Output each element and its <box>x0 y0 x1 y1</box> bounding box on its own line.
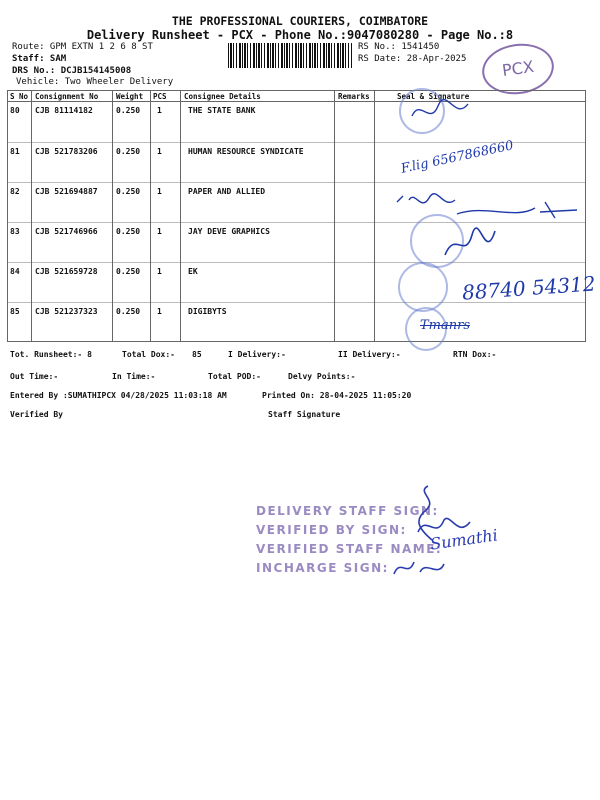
signature-row-83 <box>440 225 500 269</box>
row-consignment: CJB 521783206 <box>35 147 98 156</box>
row-consignee: JAY DEVE GRAPHICS <box>188 227 270 236</box>
staff-signature: Staff Signature <box>268 410 341 419</box>
company-title: THE PROFESSIONAL COURIERS, COIMBATORE <box>171 14 429 28</box>
signature-row-80 <box>410 96 470 130</box>
row-consignee: HUMAN RESOURCE SYNDICATE <box>188 147 304 156</box>
row-pcs: 1 <box>157 267 162 276</box>
out-time: Out Time:- <box>10 372 59 381</box>
row-weight: 0.250 <box>116 147 141 156</box>
row-consignee: PAPER AND ALLIED <box>188 187 266 196</box>
route-label: Route: GPM EXTN 1 2 6 8 ST <box>12 42 153 52</box>
rs-date: RS Date: 28-Apr-2025 <box>358 54 467 64</box>
rs-number: RS No.: 1541450 <box>358 42 440 52</box>
row-weight: 0.250 <box>116 227 141 236</box>
row-consignment: CJB 521694887 <box>35 187 98 196</box>
row-weight: 0.250 <box>116 106 141 115</box>
in-time: In Time:- <box>112 372 156 381</box>
row-weight: 0.250 <box>116 267 141 276</box>
seal-stamp <box>398 262 448 312</box>
handwritten-staff-name: Sumathi <box>429 525 499 554</box>
staff-label: Staff: SAM <box>12 54 67 64</box>
row-pcs: 1 <box>157 106 162 115</box>
row-consignment: CJB 81114182 <box>35 106 93 115</box>
total-dox-value: 85 <box>192 350 202 359</box>
incharge-signature-mark <box>390 552 450 586</box>
printed-on: Printed On: 28-04-2025 11:05:20 <box>262 391 412 400</box>
col-seal-signature: Seal & Signature <box>397 92 470 101</box>
row-sno: 80 <box>10 106 20 115</box>
handwritten-signature-row-85: Tmanrs <box>420 318 471 333</box>
row-sno: 82 <box>10 187 20 196</box>
verified-by: Verified By <box>10 410 63 419</box>
entered-by: Entered By :SUMATHIPCX 04/28/2025 11:03:18 AM <box>10 391 227 400</box>
row-consignee: EK <box>188 267 198 276</box>
row-sno: 85 <box>10 307 20 316</box>
row-sno: 81 <box>10 147 20 156</box>
row-pcs: 1 <box>157 307 162 316</box>
total-dox-label: Total Dox:- <box>122 350 175 359</box>
row-sno: 84 <box>10 267 20 276</box>
ii-delivery: II Delivery:- <box>338 350 401 359</box>
row-consignee: DIGIBYTS <box>188 307 227 316</box>
delvy-points: Delvy Points:- <box>288 372 356 381</box>
row-consignment: CJB 521237323 <box>35 307 98 316</box>
barcode <box>228 43 352 68</box>
stamp-incharge-sign: INCHARGE SIGN: <box>256 561 389 575</box>
drs-number: DRS No.: DCJB154145008 <box>12 66 132 76</box>
col-pcs: PCS <box>153 92 167 101</box>
tot-runsheet: Tot. Runsheet:- 8 <box>10 350 92 359</box>
row-consignment: CJB 521746966 <box>35 227 98 236</box>
stamp-verified-by-sign: VERIFIED BY SIGN: <box>256 523 407 537</box>
rtn-dox: RTN Dox:- <box>453 350 497 359</box>
handwritten-phone-row-84: 88740 54312 <box>461 271 597 305</box>
row-sno: 83 <box>10 227 20 236</box>
row-consignee: THE STATE BANK <box>188 106 256 115</box>
row-weight: 0.250 <box>116 307 141 316</box>
signature-row-82 <box>395 190 580 229</box>
stamp-delivery-staff-sign: DELIVERY STAFF SIGN: <box>256 504 439 518</box>
col-weight: Weight <box>116 92 144 101</box>
pcx-stamp: PCX <box>479 39 557 99</box>
i-delivery: I Delivery:- <box>228 350 286 359</box>
vehicle-label: Vehicle: Two Wheeler Delivery <box>16 77 174 87</box>
stamp-verified-staff-name: VERIFIED STAFF NAME: <box>256 542 443 556</box>
row-consignment: CJB 521659728 <box>35 267 98 276</box>
row-pcs: 1 <box>157 147 162 156</box>
col-remarks: Remarks <box>338 92 370 101</box>
handwritten-phone-row-81: F.lig 6567868660 <box>399 138 515 177</box>
col-consignment: Consignment No <box>35 92 99 101</box>
total-pod: Total POD:- <box>208 372 261 381</box>
row-weight: 0.250 <box>116 187 141 196</box>
runsheet-subtitle: Delivery Runsheet - PCX - Phone No.:9047080280 - Page No.:8 <box>86 28 514 42</box>
col-sno: S No <box>10 92 29 101</box>
col-consignee: Consignee Details <box>184 92 261 101</box>
row-pcs: 1 <box>157 227 162 236</box>
row-pcs: 1 <box>157 187 162 196</box>
